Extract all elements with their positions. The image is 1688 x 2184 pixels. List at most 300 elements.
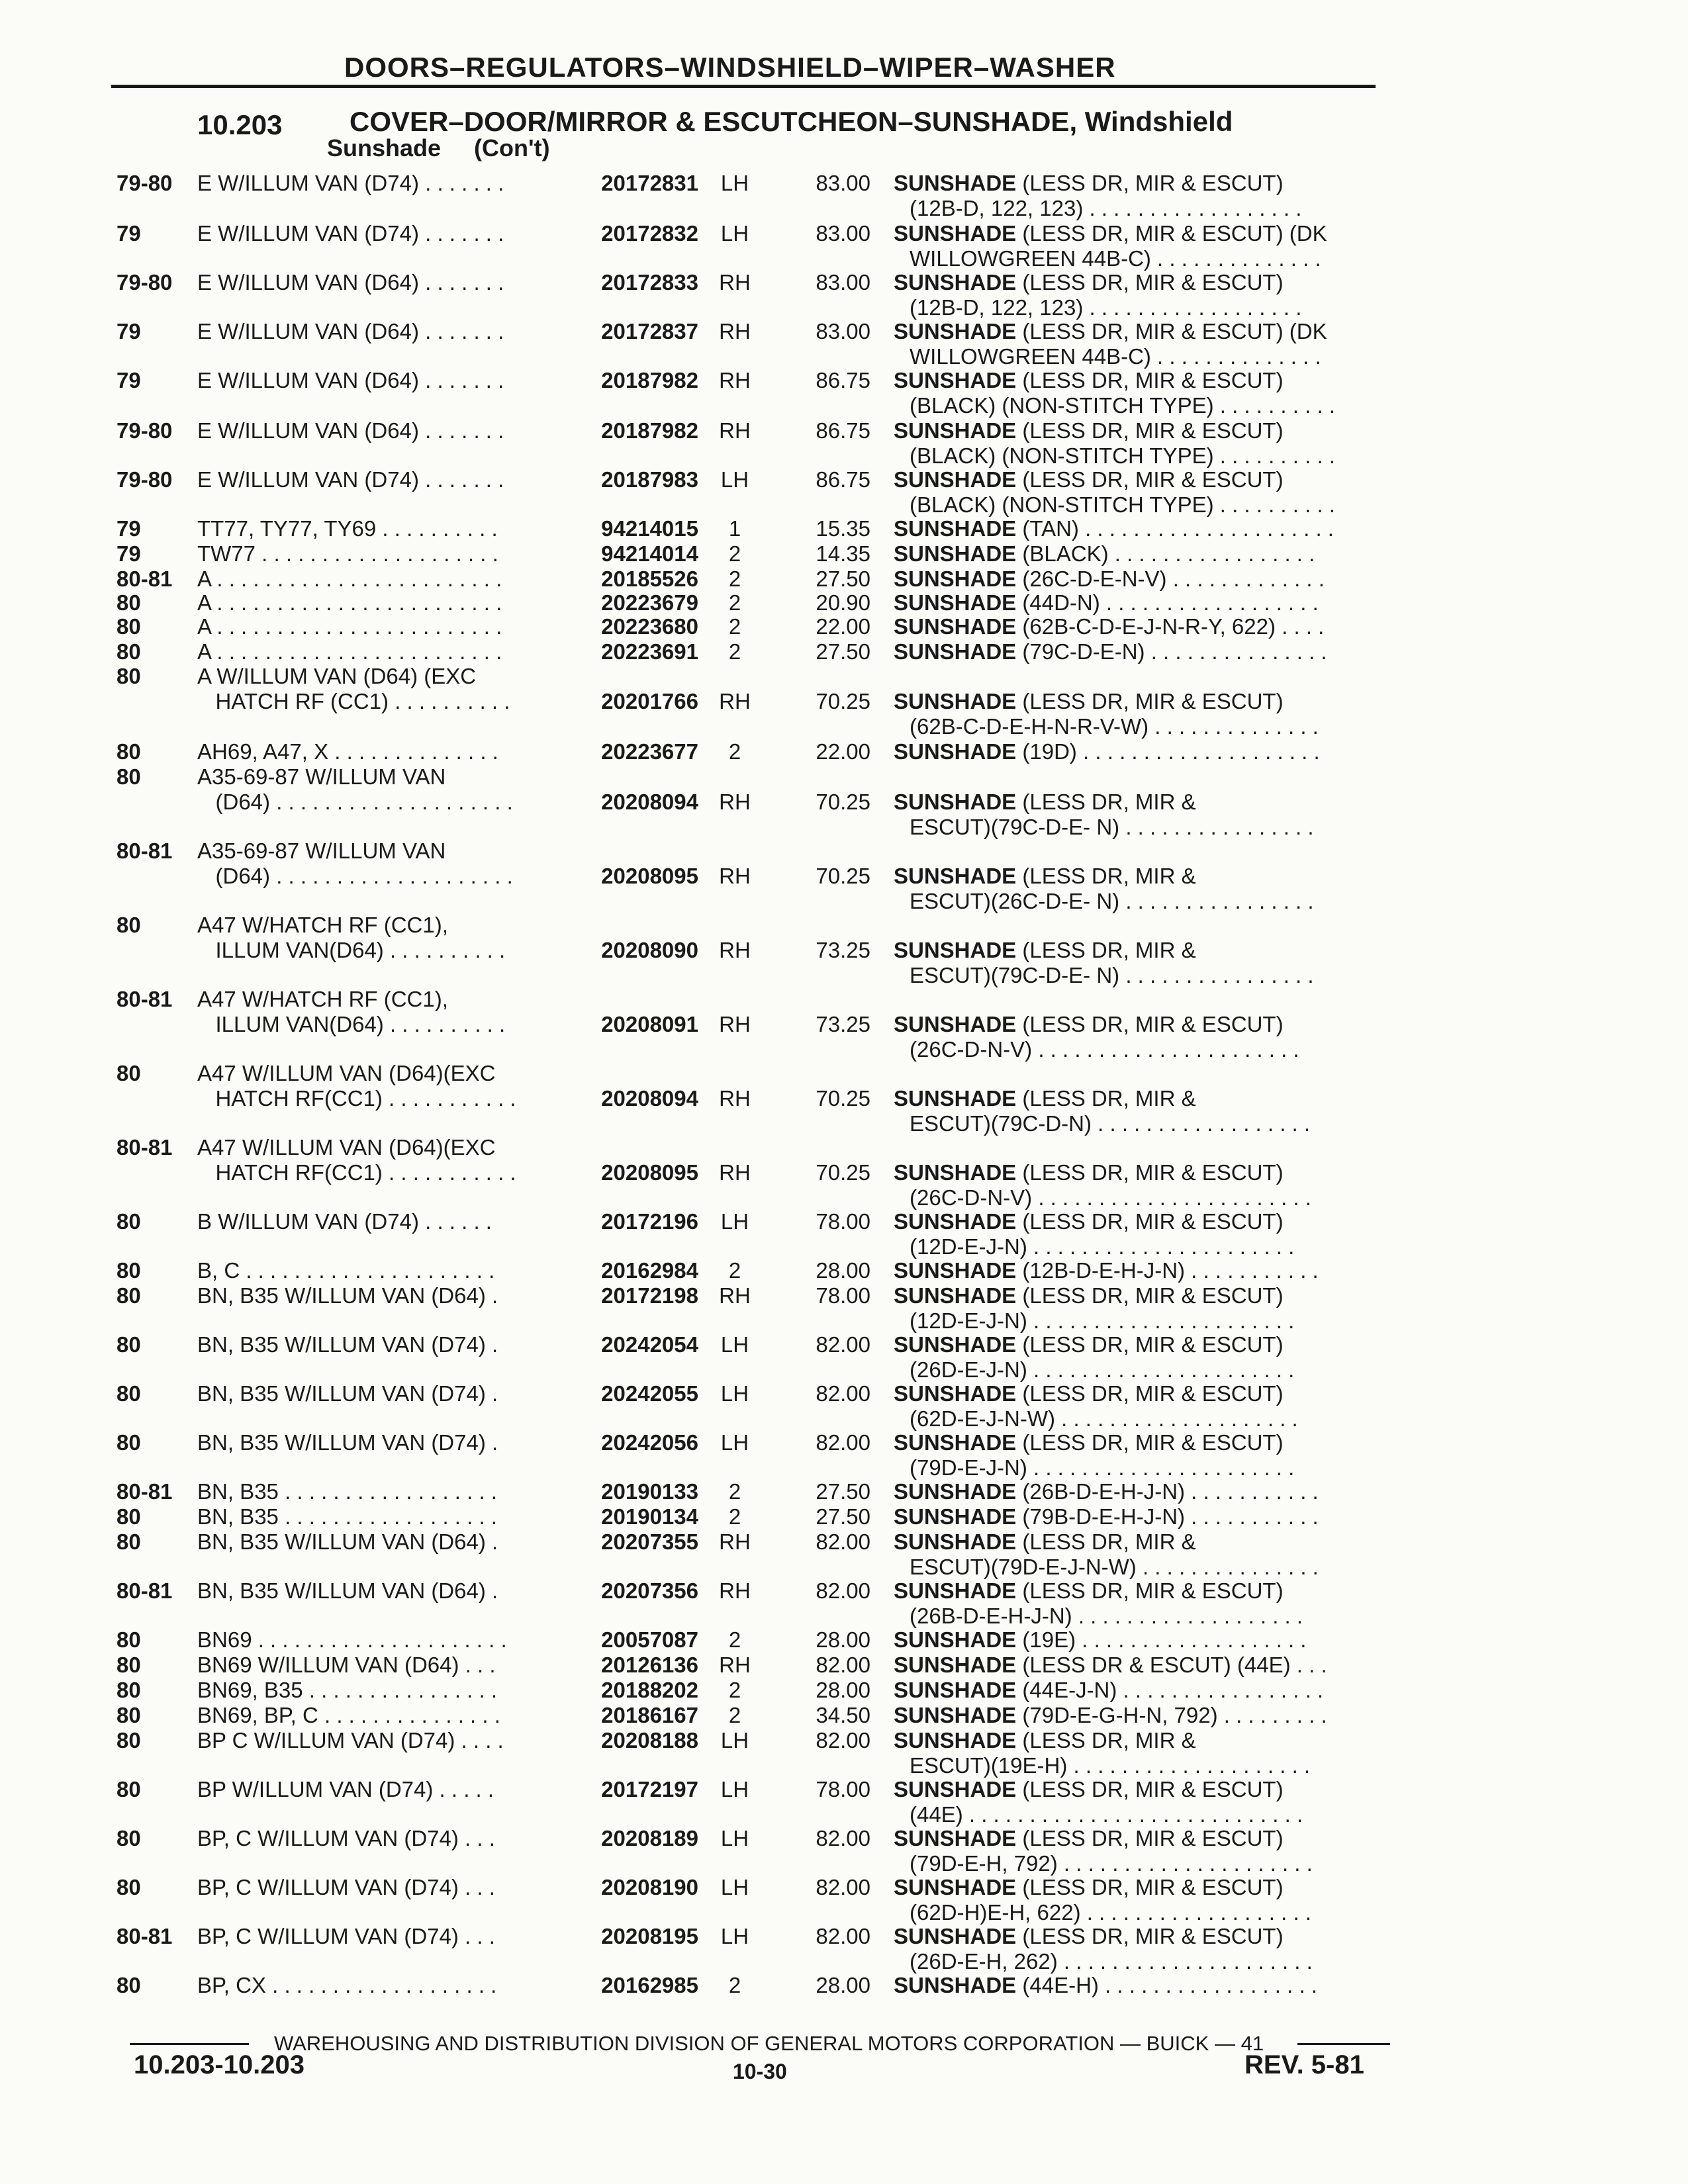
part-number: 20185526 xyxy=(601,567,698,591)
list-price: 73.25 xyxy=(816,1012,870,1036)
model-description-line: (D64) . . . . . . . . . . . . . . . . . . . . xyxy=(197,864,513,888)
quantity-or-side: 2 xyxy=(728,1479,741,1504)
model-description xyxy=(197,839,568,889)
model-year: 80 xyxy=(117,1653,141,1677)
part-description xyxy=(894,418,1383,469)
list-price: 14.35 xyxy=(816,541,870,566)
list-price: 15.35 xyxy=(816,516,870,541)
part-number: 20208091 xyxy=(601,1012,698,1036)
part-description-line: (LESS DR, MIR & xyxy=(1016,1086,1196,1111)
part-description-line: (79D-E-H, 792) . . . . . . . . . . . . . . . . . . . . . xyxy=(910,1851,1313,1876)
part-description-line: (26D-E-J-N) . . . . . . . . . . . . . . . . . . . . . . xyxy=(910,1357,1295,1382)
list-price: 70.25 xyxy=(816,864,870,888)
model-description-line: BN, B35 W/ILLUM VAN (D74) . xyxy=(197,1381,498,1406)
part-number: 20208095 xyxy=(601,864,698,888)
model-year: 80 xyxy=(117,1332,141,1357)
part-description xyxy=(894,1209,1383,1259)
part-description xyxy=(894,790,1383,840)
list-price: 82.00 xyxy=(816,1728,870,1752)
part-description-line: (12D-E-J-N) . . . . . . . . . . . . . . . . . . . . . . xyxy=(910,1308,1295,1333)
part-description-line: (LESS DR, MIR & xyxy=(1016,790,1196,814)
model-year: 80 xyxy=(117,1381,141,1406)
part-number: 20162985 xyxy=(601,1973,698,1997)
model-description xyxy=(197,764,568,815)
model-description xyxy=(197,590,568,615)
list-price: 86.75 xyxy=(816,467,870,492)
part-description-line: (LESS DR, MIR & ESCUT) xyxy=(1016,1578,1284,1603)
quantity-or-side: LH xyxy=(720,467,749,492)
model-year: 80 xyxy=(117,913,141,937)
model-description-line: BN, B35 W/ILLUM VAN (D64) . xyxy=(197,1283,498,1308)
model-description-line: A35-69-87 W/ILLUM VAN xyxy=(197,839,446,863)
list-price: 82.00 xyxy=(816,1924,870,1948)
part-description-line: (12D-E-J-N) . . . . . . . . . . . . . . . . . . . . . . xyxy=(910,1234,1295,1259)
model-description xyxy=(197,913,568,963)
part-description-line: (62B-C-D-E-J-N-R-Y, 622) . . . . xyxy=(1016,614,1325,639)
part-description-line: (LESS DR, MIR & ESCUT) xyxy=(1016,689,1284,713)
list-price: 73.25 xyxy=(816,938,870,962)
model-year: 79 xyxy=(117,319,141,343)
model-year: 80 xyxy=(117,1875,141,1899)
quantity-or-side: RH xyxy=(719,418,751,443)
quantity-or-side: RH xyxy=(719,1012,751,1036)
part-description-line: (LESS DR, MIR & ESCUT) xyxy=(1016,1012,1284,1036)
part-number: 20057087 xyxy=(601,1627,698,1652)
model-year: 80-81 xyxy=(117,1479,173,1504)
footer-section-range: 10.203-10.203 xyxy=(134,2050,305,2079)
model-description xyxy=(197,1728,568,1753)
part-description-line: (62D-H)E-H, 622) . . . . . . . . . . . . . . . . . . . xyxy=(910,1900,1311,1925)
part-number: 20190134 xyxy=(601,1504,698,1529)
part-name: SUNSHADE xyxy=(894,567,1017,591)
part-number: 20172831 xyxy=(601,171,698,195)
part-description-line: (79D-E-G-H-N, 792) . . . . . . . . . xyxy=(1016,1703,1327,1727)
list-price: 78.00 xyxy=(816,1283,870,1308)
model-year: 80 xyxy=(117,1973,141,1997)
part-number: 20208090 xyxy=(601,938,698,962)
model-year: 80 xyxy=(117,590,141,615)
model-description-line: E W/ILLUM VAN (D64) . . . . . . . xyxy=(197,418,504,443)
part-name: SUNSHADE xyxy=(894,1209,1017,1234)
part-description-line: (44E) . . . . . . . . . . . . . . . . . . . . . . . . . . . . xyxy=(910,1802,1303,1827)
part-description-line: (12B-D, 122, 123) . . . . . . . . . . . . . . . . . . xyxy=(910,295,1302,320)
model-description-line: A47 W/ILLUM VAN (D64)(EXC xyxy=(197,1061,496,1085)
model-year: 79-80 xyxy=(117,171,173,195)
part-name: SUNSHADE xyxy=(894,1703,1017,1727)
list-price: 83.00 xyxy=(816,270,870,295)
quantity-or-side: RH xyxy=(719,1160,751,1185)
model-description-line: BP, C W/ILLUM VAN (D74) . . . xyxy=(197,1924,495,1948)
part-description xyxy=(894,567,1383,592)
model-year: 80 xyxy=(117,739,141,764)
part-description xyxy=(894,1479,1383,1504)
part-description-line: (19D) . . . . . . . . . . . . . . . . . . . . xyxy=(1016,739,1320,764)
model-description xyxy=(197,1209,568,1234)
model-year: 80-81 xyxy=(117,1924,173,1948)
quantity-or-side: RH xyxy=(719,1653,751,1677)
part-name: SUNSHADE xyxy=(894,418,1017,443)
model-year: 79-80 xyxy=(117,467,173,492)
part-name: SUNSHADE xyxy=(894,171,1017,195)
part-description xyxy=(894,270,1383,320)
model-description xyxy=(197,1703,568,1728)
part-description-line: (LESS DR, MIR & ESCUT) xyxy=(1016,1209,1284,1234)
part-description-line: (LESS DR, MIR & ESCUT) (DK xyxy=(1016,221,1327,246)
list-price: 34.50 xyxy=(816,1703,870,1727)
part-number: 20172837 xyxy=(601,319,698,343)
model-description-line: A . . . . . . . . . . . . . . . . . . . . . . . . xyxy=(197,567,502,591)
part-name: SUNSHADE xyxy=(894,1283,1017,1308)
model-year: 80 xyxy=(117,1061,141,1085)
part-description-line: (LESS DR, MIR & ESCUT) xyxy=(1016,1430,1284,1455)
model-description-line: E W/ILLUM VAN (D64) . . . . . . . xyxy=(197,319,504,343)
part-description xyxy=(894,1653,1383,1678)
model-description xyxy=(197,739,568,764)
part-description-line: (BLACK) . . . . . . . . . . . . . . . . . xyxy=(1016,541,1315,566)
list-price: 27.50 xyxy=(816,1504,870,1529)
model-description-line: ILLUM VAN(D64) . . . . . . . . . . xyxy=(197,938,506,962)
list-price: 82.00 xyxy=(816,1332,870,1357)
model-description xyxy=(197,1381,568,1406)
model-description xyxy=(197,614,568,639)
model-year: 80 xyxy=(117,1627,141,1652)
model-description xyxy=(197,1135,568,1185)
model-description-line: BP, CX . . . . . . . . . . . . . . . . . . . xyxy=(197,1973,497,1997)
list-price: 82.00 xyxy=(816,1430,870,1455)
model-description xyxy=(197,270,568,295)
model-year: 80 xyxy=(117,1777,141,1801)
quantity-or-side: LH xyxy=(720,1430,749,1455)
quantity-or-side: 2 xyxy=(728,739,741,764)
part-name: SUNSHADE xyxy=(894,1875,1017,1899)
part-description-line: (LESS DR, MIR & ESCUT) xyxy=(1016,1924,1284,1948)
part-number: 20208094 xyxy=(601,1086,698,1111)
part-description xyxy=(894,541,1383,567)
model-year: 80 xyxy=(117,639,141,664)
part-description-line: (12B-D, 122, 123) . . . . . . . . . . . . . . . . . . xyxy=(910,196,1302,220)
model-year: 80 xyxy=(117,1258,141,1283)
part-description xyxy=(894,1332,1383,1383)
part-name: SUNSHADE xyxy=(894,1777,1017,1801)
footer-rule-right xyxy=(1297,2043,1390,2045)
part-description xyxy=(894,1875,1383,1925)
part-description-line: (LESS DR, MIR & ESCUT) (DK xyxy=(1016,319,1327,343)
model-description-line: E W/ILLUM VAN (D74) . . . . . . . xyxy=(197,467,504,492)
part-description-line: (79B-D-E-H-J-N) . . . . . . . . . . . xyxy=(1016,1504,1319,1529)
model-year: 80 xyxy=(117,764,141,789)
part-number: 20190133 xyxy=(601,1479,698,1504)
footer-division-text: WAREHOUSING AND DISTRIBUTION DIVISION OF GENERAL MOTORS CORPORATION — BUICK — 41 xyxy=(274,2032,1264,2055)
model-description xyxy=(197,987,568,1037)
part-name: SUNSHADE xyxy=(894,368,1017,392)
part-number: 20207356 xyxy=(601,1578,698,1603)
part-name: SUNSHADE xyxy=(894,1678,1017,1702)
list-price: 82.00 xyxy=(816,1578,870,1603)
model-year: 80-81 xyxy=(117,987,173,1011)
model-year: 80 xyxy=(117,1678,141,1702)
model-description xyxy=(197,541,568,567)
part-description-line: ESCUT)(79C-D-E- N) . . . . . . . . . . . . . . . . xyxy=(910,963,1314,987)
quantity-or-side: LH xyxy=(720,1332,749,1357)
quantity-or-side: LH xyxy=(720,1924,749,1948)
model-description xyxy=(197,639,568,664)
part-description xyxy=(894,590,1383,615)
quantity-or-side: 2 xyxy=(728,1627,741,1652)
part-name: SUNSHADE xyxy=(894,1258,1017,1283)
part-description-line: (LESS DR, MIR & ESCUT) xyxy=(1016,1875,1284,1899)
model-description-line: BP W/ILLUM VAN (D74) . . . . . xyxy=(197,1777,494,1801)
model-description-line: BN, B35 . . . . . . . . . . . . . . . . . . xyxy=(197,1479,497,1504)
model-year: 80 xyxy=(117,664,141,688)
part-number: 20172833 xyxy=(601,270,698,295)
list-price: 78.00 xyxy=(816,1209,870,1234)
part-number: 20242056 xyxy=(601,1430,698,1455)
quantity-or-side: RH xyxy=(719,1578,751,1603)
quantity-or-side: RH xyxy=(719,864,751,888)
part-description xyxy=(894,938,1383,988)
list-price: 28.00 xyxy=(816,1973,870,1997)
quantity-or-side: 2 xyxy=(728,590,741,615)
part-name: SUNSHADE xyxy=(894,1479,1017,1504)
quantity-or-side: 2 xyxy=(728,541,741,566)
model-description xyxy=(197,1826,568,1851)
part-description-line: (12B-D-E-H-J-N) . . . . . . . . . . . xyxy=(1016,1258,1319,1283)
part-description-line: (LESS DR, MIR & ESCUT) xyxy=(1016,171,1284,195)
model-description-line: BN69, B35 . . . . . . . . . . . . . . . . xyxy=(197,1678,497,1702)
quantity-or-side: RH xyxy=(719,790,751,814)
part-number: 20172832 xyxy=(601,221,698,246)
part-description-line: (LESS DR, MIR & xyxy=(1016,938,1196,962)
part-name: SUNSHADE xyxy=(894,270,1017,295)
model-year: 80 xyxy=(117,1504,141,1529)
model-description-line: E W/ILLUM VAN (D64) . . . . . . . xyxy=(197,270,504,295)
part-name: SUNSHADE xyxy=(894,1728,1017,1752)
part-name: SUNSHADE xyxy=(894,1627,1017,1652)
quantity-or-side: 2 xyxy=(728,639,741,664)
model-description xyxy=(197,1973,568,1998)
part-number: 20223680 xyxy=(601,614,698,639)
model-description xyxy=(197,1924,568,1949)
part-description-line: ESCUT)(79D-E-J-N-W) . . . . . . . . . . . . . . . xyxy=(910,1555,1319,1579)
model-description xyxy=(197,1578,568,1604)
quantity-or-side: LH xyxy=(720,1875,749,1899)
model-description-line: A47 W/HATCH RF (CC1), xyxy=(197,987,448,1011)
model-year: 80 xyxy=(117,1209,141,1234)
list-price: 83.00 xyxy=(816,171,870,195)
part-name: SUNSHADE xyxy=(894,1332,1017,1357)
list-price: 22.00 xyxy=(816,614,870,639)
quantity-or-side: LH xyxy=(720,221,749,246)
part-description-line: (19E) . . . . . . . . . . . . . . . . . . . xyxy=(1016,1627,1307,1652)
list-price: 27.50 xyxy=(816,567,870,591)
list-price: 78.00 xyxy=(816,1777,870,1801)
quantity-or-side: 2 xyxy=(728,1703,741,1727)
part-number: 20223677 xyxy=(601,739,698,764)
part-number: 20223679 xyxy=(601,590,698,615)
part-description-line: (LESS DR & ESCUT) (44E) . . . xyxy=(1016,1653,1327,1677)
part-description xyxy=(894,516,1383,541)
model-description-line: A . . . . . . . . . . . . . . . . . . . . . . . . xyxy=(197,614,502,639)
part-description xyxy=(894,171,1383,221)
list-price: 27.50 xyxy=(816,639,870,664)
quantity-or-side: LH xyxy=(720,1777,749,1801)
part-description-line: WILLOWGREEN 44B-C) . . . . . . . . . . . . . . xyxy=(910,246,1321,271)
model-description xyxy=(197,516,568,541)
quantity-or-side: RH xyxy=(719,1283,751,1308)
model-description-line: HATCH RF(CC1) . . . . . . . . . . . xyxy=(197,1160,516,1185)
part-description xyxy=(894,614,1383,639)
part-description-line: (26B-D-E-H-J-N) . . . . . . . . . . . . . . . . . . . xyxy=(910,1604,1303,1628)
model-description xyxy=(197,319,568,344)
part-description-line: (44D-N) . . . . . . . . . . . . . . . . . . xyxy=(1016,590,1319,615)
model-description xyxy=(197,418,568,443)
part-name: SUNSHADE xyxy=(894,614,1017,639)
part-description-line: (LESS DR, MIR & ESCUT) xyxy=(1016,1332,1284,1357)
section-title: COVER–DOOR/MIRROR & ESCUTCHEON–SUNSHADE, Windshield xyxy=(350,106,1233,137)
model-year: 80-81 xyxy=(117,1578,173,1603)
model-description xyxy=(197,664,568,714)
part-number: 20208095 xyxy=(601,1160,698,1185)
model-description-line: BN69, BP, C . . . . . . . . . . . . . . . xyxy=(197,1703,500,1727)
section-subtitle: Sunshade (Con't) xyxy=(327,134,550,161)
part-description xyxy=(894,1924,1383,1974)
part-description-line: (BLACK) (NON-STITCH TYPE) . . . . . . . . . . xyxy=(910,492,1335,517)
list-price: 27.50 xyxy=(816,1479,870,1504)
page-header-title: DOORS–REGULATORS–WINDSHIELD–WIPER–WASHER xyxy=(344,52,1116,83)
model-description-line: BP, C W/ILLUM VAN (D74) . . . xyxy=(197,1875,495,1899)
model-description xyxy=(197,1627,568,1653)
model-year: 80 xyxy=(117,1826,141,1850)
list-price: 28.00 xyxy=(816,1258,870,1283)
part-description-line: (TAN) . . . . . . . . . . . . . . . . . . . . . xyxy=(1016,516,1334,541)
part-number: 20187982 xyxy=(601,418,698,443)
model-description-line: BP, C W/ILLUM VAN (D74) . . . xyxy=(197,1826,495,1850)
model-description-line: ILLUM VAN(D64) . . . . . . . . . . xyxy=(197,1012,506,1036)
model-year: 79-80 xyxy=(117,270,173,295)
part-description xyxy=(894,689,1383,739)
model-description-line: HATCH RF (CC1) . . . . . . . . . . xyxy=(197,689,510,713)
model-description-line: B, C . . . . . . . . . . . . . . . . . . . . . xyxy=(197,1258,495,1283)
model-description-line: AH69, A47, X . . . . . . . . . . . . . . xyxy=(197,739,498,764)
model-description-line: TT77, TY77, TY69 . . . . . . . . . . xyxy=(197,516,498,541)
part-number: 20126136 xyxy=(601,1653,698,1677)
part-number: 20172198 xyxy=(601,1283,698,1308)
model-description-line: E W/ILLUM VAN (D74) . . . . . . . xyxy=(197,221,504,246)
model-year: 80 xyxy=(117,1703,141,1727)
quantity-or-side: RH xyxy=(719,1529,751,1554)
part-name: SUNSHADE xyxy=(894,790,1017,814)
part-number: 94214014 xyxy=(601,541,698,566)
part-number: 20207355 xyxy=(601,1529,698,1554)
model-description-line: BP C W/ILLUM VAN (D74) . . . . xyxy=(197,1728,504,1752)
part-description-line: (LESS DR, MIR & xyxy=(1016,1728,1196,1752)
part-number: 20172196 xyxy=(601,1209,698,1234)
model-description xyxy=(197,171,568,196)
part-number: 20208094 xyxy=(601,790,698,814)
part-description xyxy=(894,1504,1383,1529)
model-year: 80 xyxy=(117,1728,141,1752)
model-description-line: (D64) . . . . . . . . . . . . . . . . . . . . xyxy=(197,790,513,814)
model-year: 80 xyxy=(117,1430,141,1455)
part-description xyxy=(894,1258,1383,1283)
part-description xyxy=(894,1973,1383,1998)
part-name: SUNSHADE xyxy=(894,1160,1017,1185)
part-description xyxy=(894,221,1383,271)
model-description xyxy=(197,1332,568,1357)
model-year: 79 xyxy=(117,368,141,392)
part-name: SUNSHADE xyxy=(894,590,1017,615)
quantity-or-side: RH xyxy=(719,938,751,962)
model-description xyxy=(197,368,568,393)
part-name: SUNSHADE xyxy=(894,1086,1017,1111)
part-description xyxy=(894,1283,1383,1334)
model-year: 80-81 xyxy=(117,1135,173,1160)
model-description-line: BN, B35 W/ILLUM VAN (D74) . xyxy=(197,1430,498,1455)
list-price: 82.00 xyxy=(816,1653,870,1677)
part-description-line: (LESS DR, MIR & ESCUT) xyxy=(1016,1283,1284,1308)
list-price: 82.00 xyxy=(816,1381,870,1406)
model-description-line: BN69 . . . . . . . . . . . . . . . . . . . . . xyxy=(197,1627,507,1652)
model-description xyxy=(197,467,568,492)
part-description xyxy=(894,1703,1383,1728)
list-price: 70.25 xyxy=(816,1160,870,1185)
model-year: 79 xyxy=(117,516,141,541)
part-description xyxy=(894,1086,1383,1136)
part-description xyxy=(894,1627,1383,1653)
model-description xyxy=(197,221,568,246)
model-year: 79 xyxy=(117,221,141,246)
part-name: SUNSHADE xyxy=(894,689,1017,713)
part-description xyxy=(894,368,1383,418)
part-name: SUNSHADE xyxy=(894,516,1017,541)
model-description xyxy=(197,1430,568,1455)
model-description-line: BN, B35 W/ILLUM VAN (D64) . xyxy=(197,1529,498,1554)
part-description xyxy=(894,1728,1383,1778)
part-description-line: (62D-E-J-N-W) . . . . . . . . . . . . . . . . . . . . xyxy=(910,1406,1298,1431)
list-price: 70.25 xyxy=(816,1086,870,1111)
part-description xyxy=(894,639,1383,664)
quantity-or-side: 1 xyxy=(728,516,741,541)
list-price: 82.00 xyxy=(816,1875,870,1899)
model-description xyxy=(197,1678,568,1703)
part-name: SUNSHADE xyxy=(894,1924,1017,1948)
quantity-or-side: LH xyxy=(720,171,749,195)
part-description-line: WILLOWGREEN 44B-C) . . . . . . . . . . . . . . xyxy=(910,344,1321,369)
list-price: 86.75 xyxy=(816,368,870,392)
part-description-line: (44E-H) . . . . . . . . . . . . . . . . . . xyxy=(1016,1973,1317,1997)
quantity-or-side: RH xyxy=(719,319,751,343)
model-year: 80 xyxy=(117,1529,141,1554)
part-description-line: (26C-D-E-N-V) . . . . . . . . . . . . . xyxy=(1016,567,1325,591)
list-price: 82.00 xyxy=(816,1529,870,1554)
part-description xyxy=(894,1578,1383,1629)
part-description xyxy=(894,864,1383,914)
part-number: 20223691 xyxy=(601,639,698,664)
part-description-line: (LESS DR, MIR & ESCUT) xyxy=(1016,1777,1284,1801)
part-description-line: (LESS DR, MIR & ESCUT) xyxy=(1016,270,1284,295)
footer-revision: REV. 5-81 xyxy=(1244,2050,1364,2079)
part-description-line: ESCUT)(19E-H) . . . . . . . . . . . . . . . . . . . . xyxy=(910,1753,1311,1778)
model-description-line: TW77 . . . . . . . . . . . . . . . . . . . . xyxy=(197,541,498,566)
part-description xyxy=(894,467,1383,518)
list-price: 82.00 xyxy=(816,1826,870,1850)
part-description-line: (LESS DR, MIR & ESCUT) xyxy=(1016,1826,1284,1850)
part-description xyxy=(894,1160,1383,1210)
list-price: 83.00 xyxy=(816,319,870,343)
part-description-line: (LESS DR, MIR & xyxy=(1016,1529,1196,1554)
model-description-line: BN, B35 W/ILLUM VAN (D64) . xyxy=(197,1578,498,1603)
list-price: 70.25 xyxy=(816,790,870,814)
